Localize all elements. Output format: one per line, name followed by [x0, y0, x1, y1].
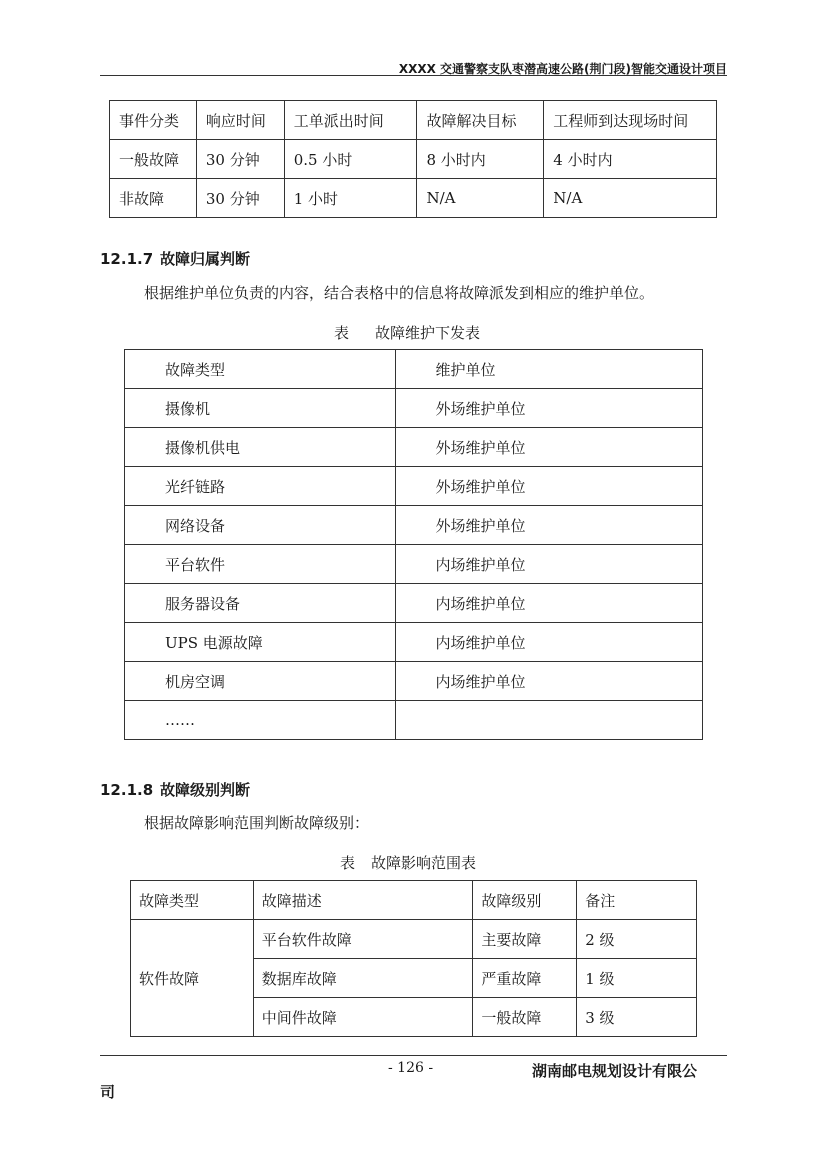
section-title: 故障级别判断 — [160, 781, 251, 799]
table-cell: 故障类型 — [125, 350, 396, 389]
table-cell: N/A — [417, 179, 544, 218]
table-cell: 外场维护单位 — [395, 506, 702, 545]
table-cell: …… — [125, 701, 396, 740]
table-cell: 工单派出时间 — [284, 101, 417, 140]
table-cell: 内场维护单位 — [395, 584, 702, 623]
table-cell — [395, 701, 702, 740]
table-caption — [340, 852, 476, 873]
body-paragraph: 根据故障影响范围判断故障级别： — [144, 814, 370, 832]
section-number: 12.1.8 — [100, 781, 154, 799]
table-row — [125, 584, 703, 623]
response-time-table — [109, 100, 717, 218]
table-cell: 非故障 — [110, 179, 197, 218]
table-cell: 30 分钟 — [196, 179, 284, 218]
table-cell: 维护单位 — [395, 350, 702, 389]
table-cell: 30 分钟 — [196, 140, 284, 179]
table-cell: 网络设备 — [125, 506, 396, 545]
caption-text: 故障维护下发表 — [375, 324, 481, 342]
header-title: XXXX 交通警察支队枣潜高速公路(荆门段)智能交通设计项目 — [398, 62, 727, 76]
table-cell: 备注 — [577, 881, 697, 920]
table-cell: 3 级 — [577, 998, 697, 1037]
table-cell: 机房空调 — [125, 662, 396, 701]
table-header-row — [125, 350, 703, 389]
table-row — [110, 140, 717, 179]
table-cell: UPS 电源故障 — [125, 623, 396, 662]
table-cell: 一般故障 — [473, 998, 577, 1037]
footer-divider — [100, 1055, 727, 1056]
section-heading-12-1-8 — [100, 779, 250, 800]
table-cell: 故障描述 — [253, 881, 473, 920]
table-cell: 事件分类 — [110, 101, 197, 140]
table-cell: 4 小时内 — [544, 140, 717, 179]
table-header-row — [131, 881, 697, 920]
table-row — [125, 506, 703, 545]
table-header-row — [110, 101, 717, 140]
body-paragraph: 根据维护单位负责的内容，结合表格中的信息将故障派发到相应的维护单位。 — [144, 284, 655, 302]
table-cell: 严重故障 — [473, 959, 577, 998]
company-name: 湖南邮电规划设计有限公 — [532, 1062, 698, 1080]
table-cell: 故障级别 — [473, 881, 577, 920]
table-cell: 内场维护单位 — [395, 545, 702, 584]
table-cell: 0.5 小时 — [284, 140, 417, 179]
table-row — [125, 701, 703, 740]
table-row — [110, 179, 717, 218]
table-row — [125, 467, 703, 506]
table-cell: 主要故障 — [473, 920, 577, 959]
table-cell-group: 软件故障 — [131, 920, 254, 1037]
caption-prefix: 表 — [340, 854, 356, 872]
table-cell: 故障解决目标 — [417, 101, 544, 140]
table-cell: N/A — [544, 179, 717, 218]
caption-prefix: 表 — [334, 324, 350, 342]
section-title: 故障归属判断 — [160, 250, 251, 268]
table-cell: 内场维护单位 — [395, 623, 702, 662]
header-divider — [100, 75, 727, 76]
table-cell: 平台软件故障 — [253, 920, 473, 959]
table-cell: 光纤链路 — [125, 467, 396, 506]
table-row — [131, 920, 697, 959]
table-row — [125, 662, 703, 701]
table-cell: 一般故障 — [110, 140, 197, 179]
section-number: 12.1.7 — [100, 250, 154, 268]
table-cell: 外场维护单位 — [395, 389, 702, 428]
table-cell: 数据库故障 — [253, 959, 473, 998]
table-row — [125, 545, 703, 584]
company-name-continued: 司 — [100, 1083, 116, 1101]
table-cell: 工程师到达现场时间 — [544, 101, 717, 140]
table-row — [125, 428, 703, 467]
table-cell: 8 小时内 — [417, 140, 544, 179]
table-cell: 故障类型 — [131, 881, 254, 920]
table-cell: 响应时间 — [196, 101, 284, 140]
section-heading-12-1-7 — [100, 248, 250, 269]
caption-text: 故障影响范围表 — [371, 854, 477, 872]
table-cell: 中间件故障 — [253, 998, 473, 1037]
table-caption — [334, 322, 480, 343]
fault-impact-table — [130, 880, 697, 1037]
table-cell: 外场维护单位 — [395, 467, 702, 506]
table-cell: 2 级 — [577, 920, 697, 959]
page-number: - 126 - — [388, 1060, 434, 1076]
table-cell: 内场维护单位 — [395, 662, 702, 701]
table-cell: 摄像机 — [125, 389, 396, 428]
table-cell: 1 小时 — [284, 179, 417, 218]
table-row — [125, 623, 703, 662]
table-cell: 1 级 — [577, 959, 697, 998]
table-cell: 平台软件 — [125, 545, 396, 584]
table-cell: 摄像机供电 — [125, 428, 396, 467]
fault-maintenance-table — [124, 349, 703, 740]
table-cell: 服务器设备 — [125, 584, 396, 623]
table-cell: 外场维护单位 — [395, 428, 702, 467]
table-row — [125, 389, 703, 428]
